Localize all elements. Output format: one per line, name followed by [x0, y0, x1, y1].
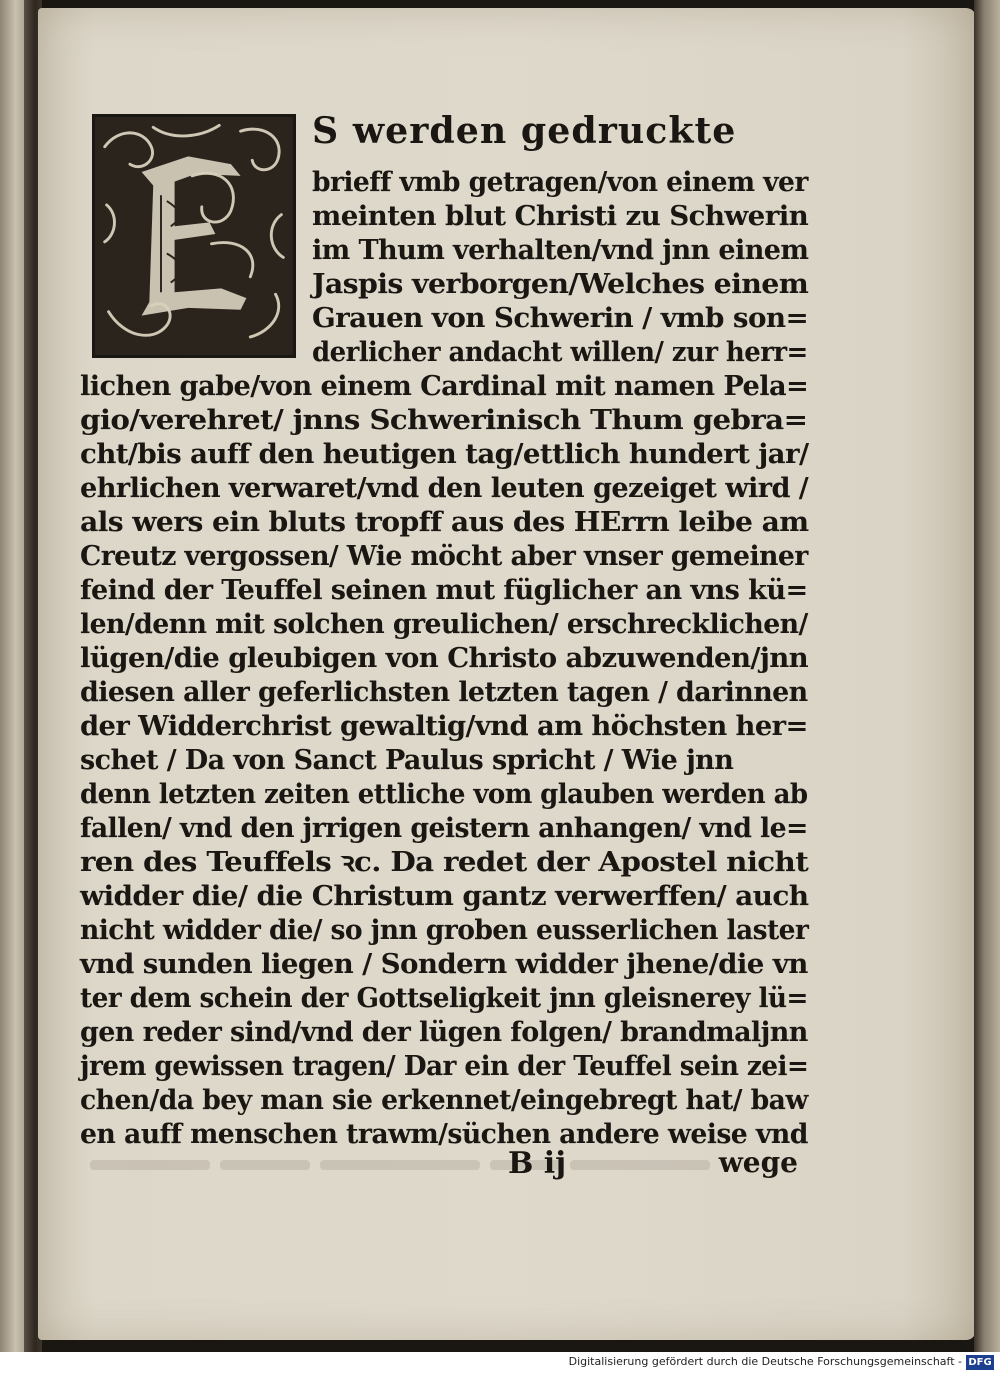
text-line: chen/da bey man sie erkennet/eingebregt hat/ baw: [80, 1085, 808, 1116]
text-line: Grauen von Schwerin / vmb son=: [312, 303, 809, 334]
text-line: derlicher andacht willen/ zur herr=: [312, 337, 808, 368]
text-line: ren des Teuffels ꝛc. Da redet der Apostel nicht: [80, 847, 809, 878]
text-line: Jaspis verborgen/Welches einem: [312, 269, 809, 300]
text-line: gen reder sind/vnd der lügen folgen/ brandmaljnn: [80, 1017, 808, 1048]
page-right-edge: [974, 0, 1000, 1352]
text-line: feind der Teuffel seinen mut füglicher an vns kü=: [80, 575, 808, 606]
viewer-footer: [0, 1352, 1000, 1374]
text-line: diesen aller geferlichsten letzten tagen / darinnen: [80, 677, 808, 708]
text-line: nicht widder die/ so jnn groben eusserlichen laster: [80, 915, 809, 946]
text-line: widder die/ die Christum gantz verwerffen/ auch: [80, 881, 809, 912]
woodcut-initial: [92, 114, 296, 358]
text-line: gio/verehret/ jnns Schwerinisch Thum gebra=: [80, 405, 808, 436]
text-line: denn letzten zeiten ettliche vom glauben werden ab: [80, 779, 808, 810]
page-footer-marks: [508, 1146, 798, 1186]
text-line: brieff vmb getragen/von einem ver: [312, 167, 808, 198]
funding-credit: Digitalisierung gefördert durch die Deutsche Forschungsgemeinschaft -: [568, 1355, 962, 1368]
text-line: ter dem schein der Gottseligkeit jnn gleisnerey lü=: [80, 983, 808, 1014]
text-line: len/denn mit solchen greulichen/ erschrecklichen/: [80, 609, 808, 640]
text-line: Creutz vergossen/ Wie möcht aber vnser gemeiner: [80, 541, 808, 572]
signature-mark: B ij: [508, 1146, 567, 1181]
woodcut-initial-art: [95, 117, 293, 355]
text-line: lügen/die gleubigen von Christo abzuwenden/jnn: [80, 643, 809, 674]
text-line: lichen gabe/von einem Cardinal mit namen Pela=: [80, 371, 809, 402]
dfg-logo: DFG: [966, 1355, 994, 1370]
text-line: als wers ein bluts tropff aus des HErrn leibe am: [80, 507, 809, 538]
text-line: fallen/ vnd den jrrigen geistern anhangen/ vnd le=: [80, 813, 808, 844]
text-line: schet / Da von Sanct Paulus spricht / Wie jnn: [80, 745, 734, 776]
text-line: vnd sunden liegen / Sondern widder jhene/die vn: [80, 949, 808, 980]
text-line: der Widderchrist gewaltig/vnd am höchsten her=: [80, 711, 808, 742]
text-line: en auff menschen trawm/süchen andere weise vnd: [80, 1119, 808, 1150]
text-line: ehrlichen verwaret/vnd den leuten gezeiget wird /: [80, 473, 809, 504]
catchword: wege: [718, 1146, 798, 1179]
text-line: meinten blut Christi zu Schwerin: [312, 201, 809, 232]
text-line: cht/bis auff den heutigen tag/ettlich hundert jar/: [80, 439, 809, 470]
text-line: S werden gedruckte: [312, 110, 737, 152]
text-line: im Thum verhalten/vnd jnn einem: [312, 235, 809, 266]
text-line: jrem gewissen tragen/ Dar ein der Teuffel sein zei=: [80, 1051, 809, 1082]
